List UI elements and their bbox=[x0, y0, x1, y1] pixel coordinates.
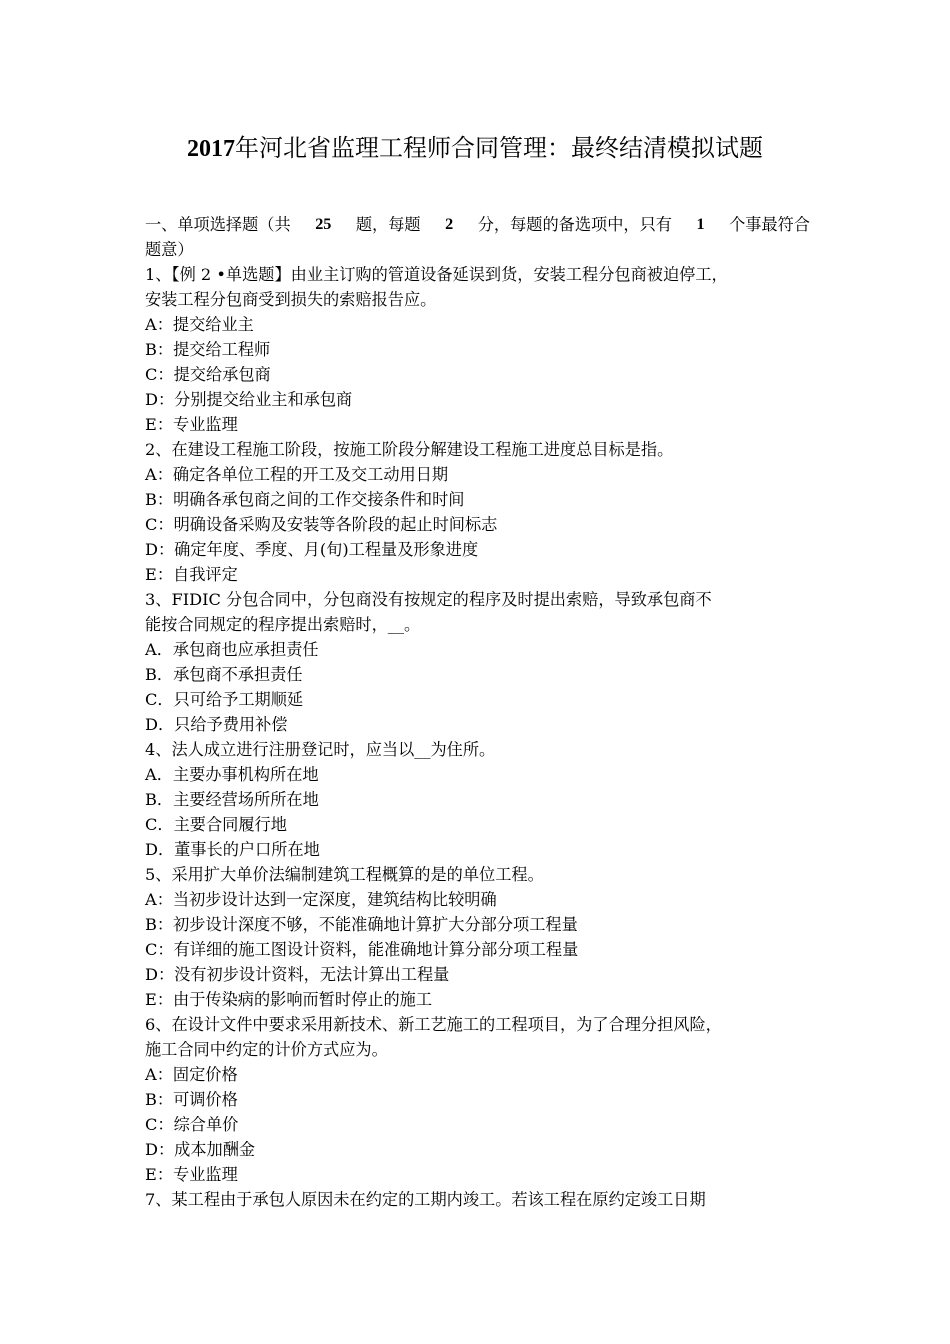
question-2-option-a: A：确定各单位工程的开工及交工动用日期 bbox=[145, 465, 449, 484]
question-2-option-b: B：明确各承包商之间的工作交接条件和时间 bbox=[145, 490, 465, 509]
question-1-option-c: C：提交给承包商 bbox=[145, 365, 271, 384]
title-text: 年河北省监理工程师合同管理：最终结清模拟试题 bbox=[235, 134, 763, 162]
question-6-option-c: C：综合单价 bbox=[145, 1115, 239, 1134]
question-1-option-d: D：分别提交给业主和承包商 bbox=[145, 390, 353, 409]
title-year: 2017 bbox=[187, 136, 235, 162]
question-5-option-a: A：当初步设计达到一定深度，建筑结构比较明确 bbox=[145, 890, 497, 909]
question-6-option-b: B：可调价格 bbox=[145, 1090, 238, 1109]
question-4-option-a: A．主要办事机构所在地 bbox=[145, 765, 319, 784]
question-2-option-e: E：自我评定 bbox=[145, 565, 238, 584]
question-1-stem: 1、【例 2 •单选题】由业主订购的管道设备延误到货，安装工程分包商被迫停工， bbox=[145, 265, 728, 284]
question-3-option-b: B．承包商不承担责任 bbox=[145, 665, 303, 684]
question-6-option-d: D：成本加酬金 bbox=[145, 1140, 256, 1159]
question-7-stem: 7、某工程由于承包人原因未在约定的工期内竣工。若该工程在原约定竣工日期 bbox=[145, 1190, 706, 1209]
question-1-stem-cont: 安装工程分包商受到损失的索赔报告应。 bbox=[145, 290, 437, 309]
document-body bbox=[145, 212, 810, 1212]
question-4-option-c: C．主要合同履行地 bbox=[145, 815, 287, 834]
question-2-option-c: C：明确设备采购及安装等各阶段的起止时间标志 bbox=[145, 515, 498, 534]
question-5-option-e: E：由于传染病的影响而暂时停止的施工 bbox=[145, 990, 433, 1009]
question-5-stem: 5、采用扩大单价法编制建筑工程概算的是的单位工程。 bbox=[145, 865, 544, 884]
question-3-option-c: C．只可给予工期顺延 bbox=[145, 690, 304, 709]
question-6-stem-cont: 施工合同中约定的计价方式应为。 bbox=[145, 1040, 388, 1059]
question-6-option-a: A：固定价格 bbox=[145, 1065, 238, 1084]
section-heading-line-1: 一、单项选择题（共 25 题，每题 2 分，每题的备选项中，只有 1 个事最符合 bbox=[145, 215, 810, 234]
question-1-option-a: A：提交给业主 bbox=[145, 315, 254, 334]
question-5-option-b: B：初步设计深度不够，不能准确地计算扩大分部分项工程量 bbox=[145, 915, 578, 934]
question-6-option-e: E：专业监理 bbox=[145, 1165, 238, 1184]
question-1-option-e: E：专业监理 bbox=[145, 415, 238, 434]
question-5-option-d: D：没有初步设计资料，无法计算出工程量 bbox=[145, 965, 450, 984]
question-3-option-d: D．只给予费用补偿 bbox=[145, 715, 288, 734]
question-5-option-c: C：有详细的施工图设计资料，能准确地计算分部分项工程量 bbox=[145, 940, 579, 959]
question-3-stem: 3、FIDIC 分包合同中，分包商没有按规定的程序及时提出索赔，导致承包商不 bbox=[145, 590, 712, 609]
question-4-option-b: B．主要经营场所所在地 bbox=[145, 790, 319, 809]
question-4-option-d: D．董事长的户口所在地 bbox=[145, 840, 320, 859]
question-3-stem-cont: 能按合同规定的程序提出索赔时，__。 bbox=[145, 615, 421, 634]
question-2-option-d: D：确定年度、季度、月(旬)工程量及形象进度 bbox=[145, 540, 479, 559]
document-title bbox=[0, 132, 950, 165]
question-2-stem: 2、在建设工程施工阶段，按施工阶段分解建设工程施工进度总目标是指。 bbox=[145, 440, 674, 459]
question-1-option-b: B：提交给工程师 bbox=[145, 340, 271, 359]
question-3-option-a: A．承包商也应承担责任 bbox=[145, 640, 319, 659]
question-6-stem: 6、在设计文件中要求采用新技术、新工艺施工的工程项目，为了合理分担风险， bbox=[145, 1015, 722, 1034]
question-4-stem: 4、法人成立进行注册登记时，应当以__为住所。 bbox=[145, 740, 496, 759]
section-heading-line-2: 题意） bbox=[145, 240, 194, 259]
